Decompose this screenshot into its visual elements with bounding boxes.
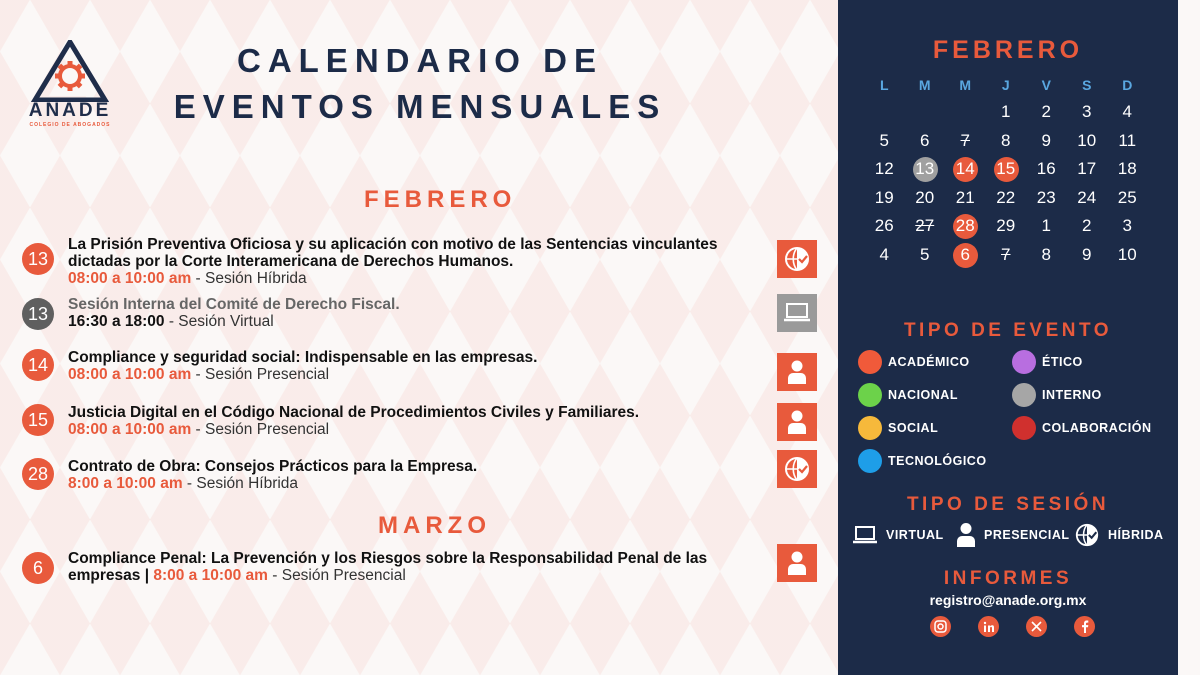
month-heading-february: FEBRERO [364,186,517,213]
event-text [68,349,773,383]
event-day: 6 [22,552,54,584]
calendar-day [864,98,905,127]
calendar-month: FEBRERO [932,36,1084,64]
session-hibrida [1074,522,1164,548]
calendar-day: 21 [955,187,975,207]
session-label: PRESENCIAL [984,528,1070,542]
calendar-day-event: 13 [905,155,946,184]
legend-academico [858,350,970,374]
calendar-week [864,155,1166,184]
logo-subtitle: COLEGIO DE ABOGADOS [29,122,111,128]
event-text [68,404,773,438]
event-title: Sesión Interna del Comité de Derecho Fiscal. [68,296,400,313]
calendar-day: 1 [1001,102,1011,121]
event-mode: - Sesión Presencial [191,421,330,438]
page-title [170,38,670,130]
calendar-day: 11 [1118,130,1137,150]
calendar-day: 8 [1001,130,1011,150]
in-person-session-icon [777,403,817,441]
legend-label: ACADÉMICO [888,355,970,369]
session-types-legend [852,522,1172,552]
event-day: 28 [22,458,54,490]
calendar-day: 7 [1001,244,1011,264]
event-item [22,236,822,286]
informes-title: INFORMES [943,568,1073,589]
calendar-grid [864,72,1166,269]
calendar-day: 25 [1117,187,1137,207]
calendar-day-event: 6 [945,241,986,270]
event-item [22,349,822,389]
x-icon[interactable] [1026,616,1047,637]
calendar-day: 18 [1117,159,1137,178]
weekday-label: V [1041,77,1051,93]
hybrid-session-icon [777,240,817,278]
month-heading-march: MARZO [378,512,491,539]
legend-dot [1012,350,1036,374]
calendar-week [864,127,1166,156]
contact-email[interactable]: registro@anade.org.mx [929,592,1087,608]
calendar-day-event: 14 [945,155,986,184]
calendar-day: 26 [874,216,894,235]
in-person-session-icon [777,544,817,582]
anade-logo-icon [31,40,109,102]
event-text [68,236,773,287]
linkedin-icon[interactable] [978,616,999,637]
calendar-day: 7 [960,130,970,150]
calendar-day: 1 [1041,216,1051,235]
calendar-day: 5 [879,130,889,150]
social-links [930,616,1100,638]
calendar-day: 17 [1077,159,1097,178]
calendar-day: 23 [1036,187,1056,207]
calendar-day: 3 [1122,216,1132,235]
anade-logo [22,40,118,130]
instagram-icon[interactable] [930,616,951,637]
calendar-day: 10 [1117,244,1137,264]
calendar-day-event: 15 [986,155,1027,184]
event-day: 14 [22,349,54,381]
legend-colaboracion [1012,416,1151,440]
weekday-label: M [959,77,972,93]
calendar-week [864,241,1166,270]
event-title: Compliance Penal: La Prevención y los Riesgos sobre la Responsabilidad Penal de las empresas | [68,550,708,584]
event-title: Compliance y seguridad social: Indispensable en las empresas. [68,349,538,366]
calendar-day: 16 [1036,159,1056,178]
event-title: Contrato de Obra: Consejos Prácticos para la Empresa. [68,458,478,475]
event-text [68,296,773,330]
legend-dot [1012,416,1036,440]
calendar-weekdays [864,72,1166,98]
legend-label: NACIONAL [888,388,958,402]
session-presencial [956,522,1070,548]
laptop-icon [852,524,878,546]
hybrid-session-icon [777,450,817,488]
calendar-day: 19 [874,187,894,207]
session-label: HÍBRIDA [1108,528,1164,542]
event-day: 13 [22,298,54,330]
calendar-week [864,184,1166,213]
weekday-label: S [1082,77,1092,93]
event-item [22,404,822,444]
calendar-day: 27 [915,216,935,235]
person-icon [956,522,976,548]
session-virtual [852,524,944,546]
event-mode: - Sesión Presencial [267,567,406,584]
event-time: 8:00 a 10:00 am [153,567,268,584]
in-person-session-icon [777,353,817,391]
legend-nacional [858,383,958,407]
legend-etico [1012,350,1083,374]
legend-dot [1012,383,1036,407]
hybrid-globe-icon [1074,522,1100,548]
event-time: 08:00 a 10:00 am [68,421,192,438]
legend-interno [1012,383,1102,407]
legend-social [858,416,938,440]
calendar-day: 9 [1082,244,1092,264]
facebook-icon[interactable] [1074,616,1095,637]
legend-dot [858,383,882,407]
calendar-day: 4 [1122,102,1132,121]
legend-label: ÉTICO [1042,355,1083,369]
event-title: La Prisión Preventiva Oficiosa y su aplicación con motivo de las Sentencias vinculantes dictadas por la Corte Interamericana de Derechos Humanos. [68,236,718,270]
calendar-day: 22 [996,187,1016,207]
event-mode: - Sesión Híbrida [191,270,307,287]
session-types-title: TIPO DE SESIÓN [906,494,1110,515]
calendar-day: 12 [874,159,894,178]
calendar-day: 10 [1077,130,1097,150]
weekday-label: M [918,77,931,93]
event-time: 8:00 a 10:00 am [68,475,183,492]
calendar-day: 20 [915,187,935,207]
calendar-day: 8 [1041,244,1051,264]
calendar-day [945,98,986,127]
session-label: VIRTUAL [886,528,944,542]
event-day: 15 [22,404,54,436]
event-mode: - Sesión Virtual [164,313,274,330]
event-time: 08:00 a 10:00 am [68,270,192,287]
event-mode: - Sesión Presencial [191,366,330,383]
event-item [22,296,822,336]
title-line-2: EVENTOS MENSUALES [173,88,667,125]
calendar-day [905,98,946,127]
event-text [68,550,773,584]
event-text [68,458,773,492]
calendar-week [864,98,1166,127]
event-types-title: TIPO DE EVENTO [903,320,1113,341]
calendar-day: 29 [996,216,1016,235]
legend-dot [858,449,882,473]
legend-label: INTERNO [1042,388,1102,402]
virtual-session-icon [777,294,817,332]
event-time: 16:30 a 18:00 [68,313,165,330]
event-time: 08:00 a 10:00 am [68,366,192,383]
event-item [22,550,822,590]
calendar-day: 9 [1041,130,1051,150]
calendar-week [864,212,1166,241]
calendar-day: 4 [879,244,889,264]
calendar-day: 5 [920,244,930,264]
event-day: 13 [22,243,54,275]
event-item [22,458,822,498]
weekday-label: J [1001,77,1010,93]
legend-label: COLABORACIÓN [1042,421,1152,435]
logo-name: ANADE [28,100,112,121]
calendar-day: 24 [1077,187,1097,207]
calendar-day: 2 [1041,102,1051,121]
legend-tecnologico [858,449,987,473]
event-title: Justicia Digital en el Código Nacional de Procedimientos Civiles y Familiares. [68,404,640,421]
legend-dot [858,350,882,374]
weekday-label: L [879,77,889,93]
legend-label: SOCIAL [888,421,939,435]
calendar-sidebar [838,0,1178,675]
event-mode: - Sesión Híbrida [182,475,299,492]
calendar-day-event: 28 [945,212,986,241]
calendar-day: 2 [1082,216,1092,235]
legend-label: TECNOLÓGICO [888,454,987,468]
title-line-1: CALENDARIO DE [236,42,603,79]
legend-dot [858,416,882,440]
calendar-day: 3 [1082,102,1092,121]
calendar-day: 6 [920,130,930,150]
weekday-label: D [1122,77,1133,93]
